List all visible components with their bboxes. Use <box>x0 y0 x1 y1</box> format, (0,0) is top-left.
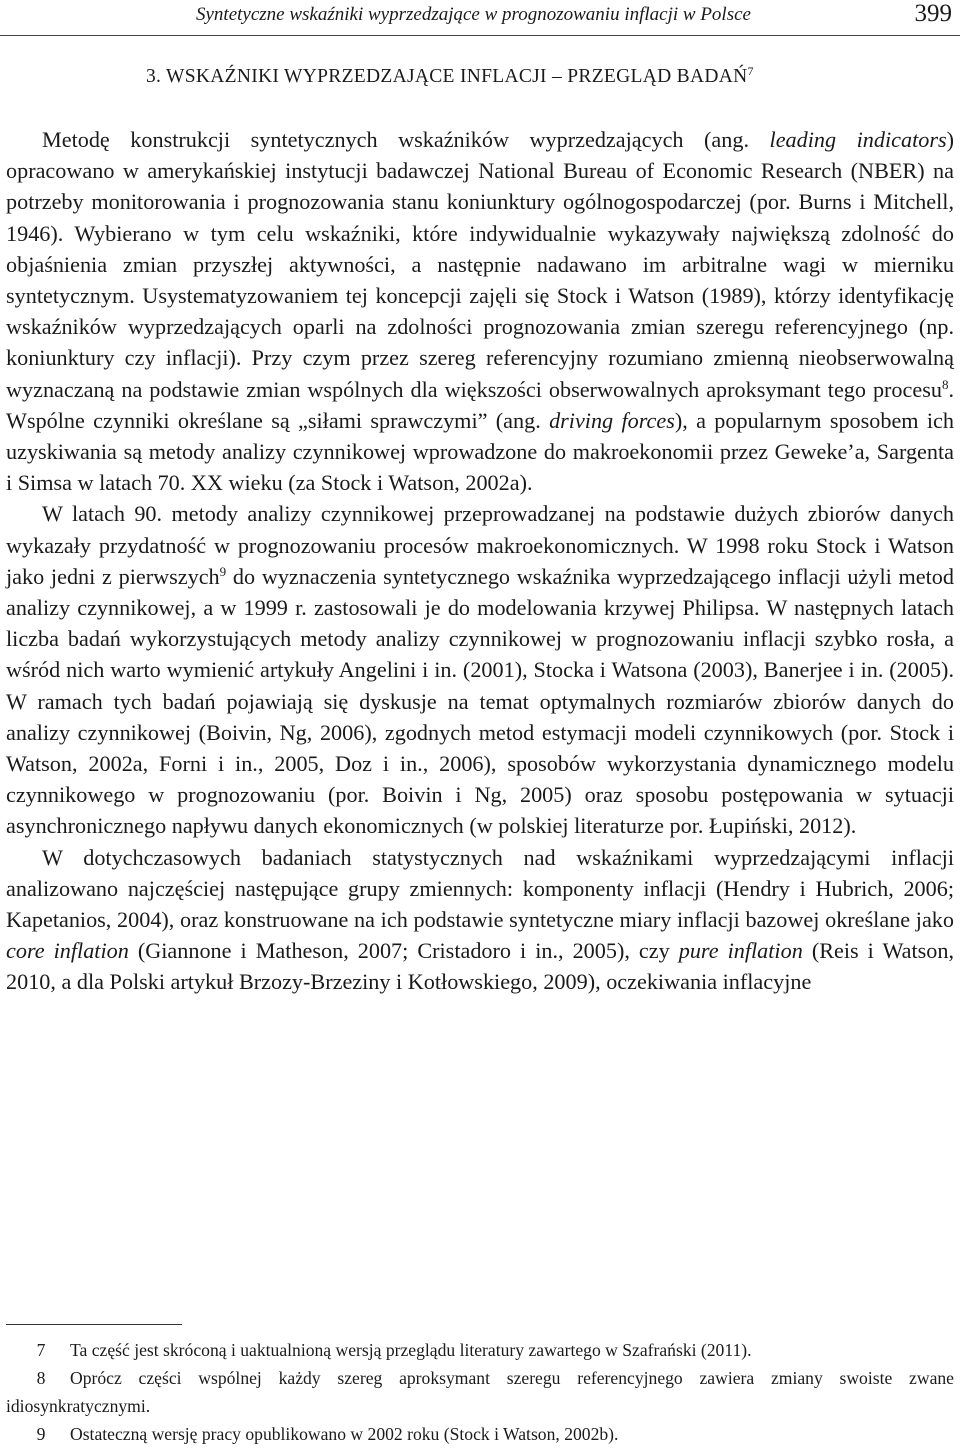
body-text <box>6 124 954 998</box>
footnote-7 <box>6 1336 954 1364</box>
footnotes <box>6 1336 954 1448</box>
italic-term: driving forces <box>549 407 675 433</box>
paragraph-1 <box>6 124 954 498</box>
text-run: ), a popularnym sposobem ich uzyskiwania są metody analizy czynnikowej wprowadzone do makroekonomii przez Geweke’a, Sargenta i Simsa w latach 70. XX wieku (za Stock i Watson, 2002a). <box>6 407 954 496</box>
text-run: . Wspólne czynniki określane są „siłami sprawczymi” (ang. <box>6 376 954 433</box>
italic-term: pure inflation <box>678 938 803 964</box>
page-number: 399 <box>914 0 952 27</box>
text-run: (Giannone i Matheson, 2007; Cristadoro i in., 2005), czy <box>128 938 679 964</box>
footnote-number: 7 <box>36 1340 46 1360</box>
text-run: W dotychczasowych badaniach statystycznych nad wskaźnikami wyprzedzającymi inflacji analizowano najczęściej następujące grupy zmiennych: komponenty inflacji (Hendry i Hubrich, 2006; Kapetanios, 2004), oraz konstruowane na ich podstawie syntetyczne miary inflacji bazowej określane jako <box>6 844 954 933</box>
footnote-number: 9 <box>36 1424 46 1444</box>
footnote-text: Ostateczną wersję pracy opublikowano w 2002 roku (Stock i Watson, 2002b). <box>70 1424 619 1444</box>
running-title: Syntetyczne wskaźniki wyprzedzające w prognozowaniu inflacji w Polsce <box>196 4 751 25</box>
paragraph-2 <box>6 498 954 841</box>
text-run: W latach 90. metody analizy czynnikowej przeprowadzanej na podstawie dużych zbiorów danych wykazały przydatność w prognozowaniu procesów makroekonomicznych. W 1998 roku Stock i Watson jako jedni z pierwszych <box>6 501 954 589</box>
text-run: ) opracowano w amerykańskiej instytucji badawczej National Bureau of Economic Research (NBER) na potrzeby monitorowania i prognozowania stanu koniunktury ogólnogospodarczej (por. Burns i Mitchell, 1946). Wybierano w tym celu wskaźniki, które indywidualnie wykazywały największą zdolność do objaśnienia zmian przyszłej aktywności, a następnie nadawano im arbitralne wagi w mierniku syntetycznym. Usystematyzowaniem tej koncepcji zajęli się Stock i Watson (1989), którzy identyfikację wskaźników wyprzedzających oparli na zdolności prognozowania zmian szeregu referencyjnego (np. koniunktury czy inflacji). Przy czym przez szereg referencyjny rozumiano zmienną nieobserwowalną wyznaczaną na podstawie zmian wspólnych dla większości obserwowalnych aproksymant tego procesu <box>6 127 954 402</box>
footnote-ref-8[interactable]: 8 <box>941 376 949 392</box>
footnote-rule <box>6 1324 182 1325</box>
running-header <box>0 0 960 40</box>
header-rule <box>0 35 960 36</box>
text-run: do wyznaczenia syntetycznego wskaźnika wyprzedzającego inflacji użyli metod analizy czynnikowej, a w 1999 r. zastosowali je do modelowania krzywej Philipsa. W następnych latach liczba badań wykorzystujących metody analizy czynnikowej w prognozowaniu inflacji szybko rosła, a wśród nich warto wymienić artykuły Angelini i in. (2001), Stocka i Watsona (2003), Banerjee i in. (2005). W ramach tych badań pojawiają się dyskusje na temat optymalnych rozmiarów zbiorów danych do analizy czynnikowej (Boivin, Ng, 2006), zgodnych metod estymacji modeli czynnikowych (por. Stock i Watson, 2002a, Forni i in., 2005, Doz i in., 2006), sposobów wykorzystania dynamicznego modelu czynnikowego w prognozowaniu (por. Boivin i Ng, 2005) oraz sposobu postępowania w sytuacji asynchronicznego napływu danych ekonomicznych (w polskiej literaturze por. Łupiński, 2012). <box>6 563 954 839</box>
section-heading-text: 3. WSKAŹNIKI WYPRZEDZAJĄCE INFLACJI – PRZEGLĄD BADAŃ <box>146 66 748 87</box>
footnote-text: Ta część jest skróconą i uaktualnioną wersją przeglądu literatury zawartego w Szafrański (2011). <box>70 1340 752 1360</box>
section-heading <box>146 64 754 88</box>
footnote-ref-9[interactable]: 9 <box>219 563 227 579</box>
footnote-number: 8 <box>36 1368 46 1388</box>
section-heading-footnote-ref[interactable]: 7 <box>747 64 754 78</box>
italic-term: core inflation <box>6 938 129 964</box>
footnote-text: Oprócz części wspólnej każdy szereg aproksymant szeregu referencyjnego zawiera zmiany swoiste zwane idiosynkratycznymi. <box>6 1368 954 1416</box>
footnote-9 <box>6 1420 954 1448</box>
footnote-8 <box>6 1364 954 1420</box>
paragraph-3 <box>6 842 954 998</box>
text-run: (Reis i Watson, 2010, a dla Polski artykuł Brzozy-Brzeziny i Kotłowskiego, 2009), oczekiwania inflacyjne <box>6 938 954 995</box>
italic-term: leading indicators <box>769 127 947 152</box>
text-run: Metodę konstrukcji syntetycznych wskaźników wyprzedzających (ang. <box>42 127 770 152</box>
